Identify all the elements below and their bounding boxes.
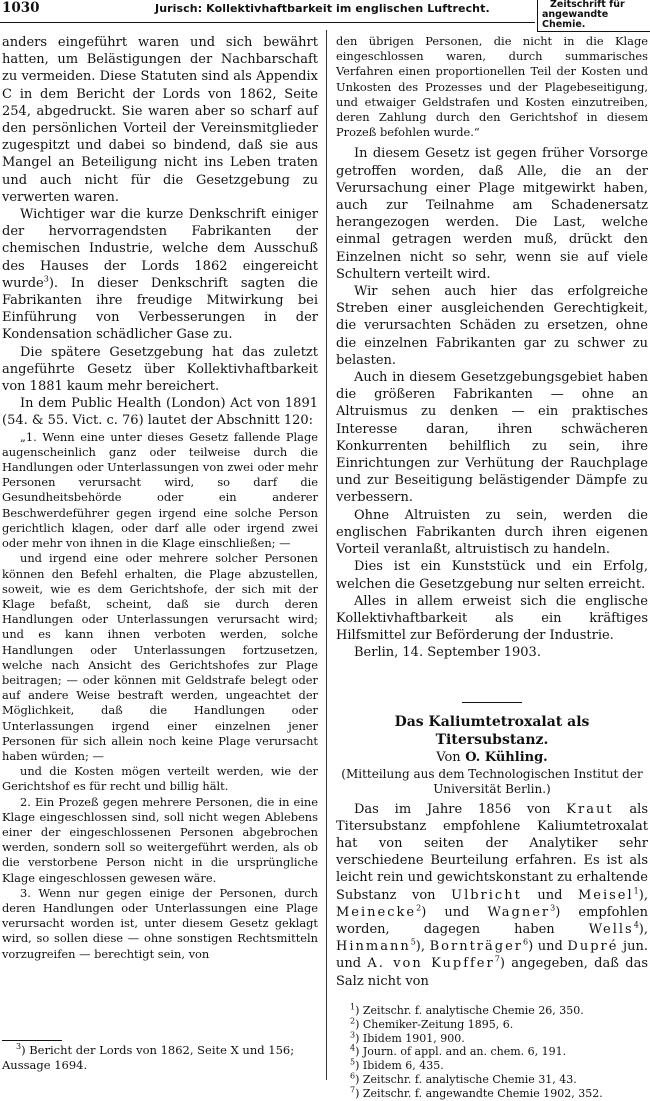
footnote-ref: 6	[523, 937, 529, 947]
footnote	[350, 1087, 648, 1101]
footnote-text: ) Ibidem 1901, 900.	[355, 1031, 465, 1045]
article-institute: (Mitteilung aus dem Technologischen Institut der Universität Berlin.)	[341, 766, 643, 796]
paragraph: anders eingeführt waren und sich bewährt hatten, um Belästigungen der Nachbarschaft zu vermeiden. Diese Statuten sind als Appendix C in dem Bericht der Lords von 1862, Seite 254, abgedruckt. Sie waren aber so scharf auf den persönlichen Vorteil der Vereinsmitglieder zugespitzt und dabei so bindend, daß sie aus Mangel an Beteiligung nicht ins Leben traten und auch nicht für die Gesetzgebung zu verwerten waren.	[2, 35, 318, 205]
journal-name-line2: angewandte Chemie.	[542, 9, 609, 30]
footnote-text: ) Zeitschr. f. angewandte Chemie 1902, 352.	[355, 1087, 603, 1101]
quote-paragraph: und irgend eine oder mehrere solcher Personen können den Befehl erhalten, die Plage abzustellen, soweit, wie es dem Gerichtshofe, der sich mit der Klage befaßt, scheint, daß sie durch deren Handlungen oder Unterlassungen verursacht wird; und es kann ihnen verboten werden, solche Handlungen oder Unterlassungen fortzusetzen, welche nach Ansicht des Gerichtshofes zur Plage beitragen; — oder können mit Geldstrafe belegt oder auf andere Weise bestraft werden, ungeachtet der Möglichkeit, daß die Handlungen oder Unterlassungen irgend einer einzelnen jener Personen für sich allein noch keine Plage verursacht haben würden; —	[2, 551, 318, 763]
footnote-text: ) Chemiker-Zeitung 1895, 6.	[355, 1017, 514, 1031]
footnotes-right	[336, 1004, 648, 1101]
author-citation: A. von Kupffer	[367, 956, 495, 972]
footnote	[350, 1004, 648, 1018]
body-text: Das im Jahre 1856 von	[354, 801, 551, 817]
footnote	[350, 1018, 648, 1032]
footnote-ref: 7	[494, 955, 500, 965]
article-title: Das Kaliumtetroxalat als Titersubstanz.	[394, 713, 590, 748]
paragraph	[2, 206, 318, 344]
footnote-ref: 3	[43, 274, 49, 284]
author-citation: Meisel	[577, 887, 634, 903]
footnote-number: 7	[350, 1085, 356, 1095]
body-text: jun. und	[336, 939, 648, 972]
footnote-number: 1	[350, 1002, 356, 1012]
footnote-rule	[2, 1040, 62, 1041]
footnote-number: 5	[350, 1057, 356, 1067]
body-text: als Titersubstanz empfohlene Kaliumtetroxalat hat von seiten der Analytiker sehr verschiedene Beurteilung erfahren. Es ist als leicht rein und gewichtskonstant zu erhaltende Substanz von	[336, 801, 648, 903]
paragraph: Auch in diesem Gesetzgebungsgebiet haben die größeren Fabrikanten — ohne an Altruismus zu denken — ein praktisches Interesse daran, ihren schwächeren Konkurrenten behilflich zu sein, ihre Einrichtungen zur Verhütung der Rauchplage und zur Beseitigung belästigender Dämpfe zu verbessern.	[336, 370, 648, 506]
footnote-left	[2, 1043, 318, 1073]
paragraph: In diesem Gesetz ist gegen früher Vorsorge getroffen worden, daß Alle, die an der Verursachung einer Plage mitgewirkt haben, auch zur Teilnahme am Schadenersatz herangezogen werden. Die Last, welche einmal getragen werden muß, drückt den Einzelnen nicht so sehr, wenn sie auf viele Schultern verteilt wird.	[336, 146, 648, 282]
left-column	[2, 34, 318, 962]
paragraph: Alles in allem erweist sich die englische Kollektivhaftbarkeit als ein kräftiges Hilfsmittel zur Beförderung der Industrie.	[336, 593, 648, 644]
footnote-ref: 5	[410, 937, 416, 947]
quote-paragraph: „1. Wenn eine unter dieses Gesetz fallende Plage augenscheinlich ganz oder teilweise durch die Handlungen oder Unterlassungen von zwei oder mehr Personen verursacht wird, so darf die Gesundheitsbehörde oder ein anderer Beschwerdeführer gegen irgend eine solche Person gerichtlich klagen, oder darf alle oder irgend zwei oder mehr von ihnen in die Klage einschließen; —	[2, 429, 318, 551]
column-divider	[326, 30, 327, 1080]
paragraph: Wir sehen auch hier das erfolgreiche Streben einer ausgleichenden Gerechtigkeit, die verursachten Schäden zu ersetzen, ohne die einzelnen Fabrikanten gar zu schwer zu belasten.	[336, 284, 648, 368]
author-citation: Kraut	[566, 801, 614, 817]
journal-name-box	[537, 0, 650, 32]
quote-continuation: den übrigen Personen, die nicht in die Klage eingeschlossen waren, durch summarisches Verfahren einen proportionellen Teil der Kosten und Unkosten des Prozesses und der Plagebeseitigung, und etwaiger Geldstrafen und Kosten einzutreiben, deren Zahlung durch den Gerichtshof in diesem Prozeß befohlen wurde.“	[336, 34, 648, 140]
footnote-number: 3	[16, 1042, 22, 1052]
author-citation: Ulbricht	[451, 887, 522, 903]
paragraph: Dies ist ein Kunststück und ein Erfolg, welchen die Gesetzgebung nur selten erreicht.	[336, 559, 648, 592]
article-body	[336, 801, 648, 990]
dateline: Berlin, 14. September 1903.	[354, 645, 541, 661]
quote-paragraph: 3. Wenn nur gegen einige der Personen, durch deren Handlungen oder Unterlassungen eine Plage verursacht worden ist, unter diesem Gesetz geklagt wird, so sollen diese — ohne sonstigen Rechtsmitteln vorzugreifen — berechtigt sein, von	[2, 885, 318, 961]
article-author	[336, 749, 648, 767]
right-column	[336, 34, 648, 1101]
footnote-text: ) Zeitschr. f. analytische Chemie 26, 350.	[355, 1003, 584, 1017]
footnote-ref: 4	[633, 920, 639, 930]
footnote-text: ) Ibidem 6, 435.	[355, 1059, 444, 1073]
page-header	[0, 0, 650, 30]
footnote	[350, 1045, 648, 1059]
quote-paragraph: 2. Ein Prozeß gegen mehrere Personen, die in eine Klage eingeschlossen sind, soll nicht wegen Ablebens einer der eingeschlossenen Personen abgebrochen werden, sondern soll so weitergeführt werden, als ob die verstorbene Person nicht in die ursprüngliche Klage eingeschlossen gewesen wäre.	[2, 794, 318, 885]
body-text: ),	[638, 887, 648, 903]
author-citation: Bornträger	[429, 939, 523, 955]
footnote-number: 3	[350, 1029, 356, 1039]
footnote-ref: 3	[550, 903, 556, 913]
paragraph: Ohne Altruisten zu sein, werden die englischen Fabrikanten durch ihren eigenen Vorteil veranlaßt, altruistisch zu handeln.	[336, 507, 648, 558]
footnote-number: 6	[350, 1071, 356, 1081]
author-citation: Wells	[588, 921, 634, 937]
header-rule	[0, 22, 535, 23]
paragraph: In dem Public Health (London) Act von 1891 (54. & 55. Vict. c. 76) lautet der Abschnitt 120:	[2, 396, 318, 429]
footnote-ref: 2	[416, 903, 422, 913]
section-separator	[462, 702, 522, 703]
author-prefix: Von	[436, 749, 461, 765]
author-citation: Meinecke	[336, 904, 417, 920]
footnote	[350, 1073, 648, 1087]
footnote	[350, 1029, 648, 1046]
author-citation: Dupré	[567, 939, 619, 955]
footnote-text: ) Zeitschr. f. analytische Chemie 31, 43.	[355, 1073, 577, 1087]
body-text: ),	[415, 939, 426, 955]
body-text: ) und	[421, 904, 470, 920]
journal-name-line1: Zeitschrift für	[550, 0, 625, 10]
footnote-text: ) Bericht der Lords von 1862, Seite X und 156; Aussage 1694.	[2, 1043, 295, 1072]
body-text: ) empfohlen worden, dagegen haben	[336, 904, 648, 937]
paragraph-text: Wichtiger war die kurze Denkschrift einiger der hervorragendsten Fabrikanten der chemischen Industrie, welche dem Ausschuß des Hauses der Lords 1862 eingereicht wurde	[2, 207, 318, 291]
running-title: Jurisch: Kollektivhaftbarkeit im englischen Luftrecht.	[155, 2, 490, 15]
body-text: ) und	[528, 939, 563, 955]
footnote-text: ) Journ. of appl. and an. chem. 6, 191.	[355, 1045, 567, 1059]
body-text: ) angegeben, daß das Salz nicht von	[336, 956, 648, 989]
footnote	[350, 1059, 648, 1073]
author-citation: Wagner	[487, 904, 551, 920]
page-number: 1030	[2, 0, 40, 16]
body-text: ),	[638, 921, 648, 937]
author-name: O. Kühling.	[465, 749, 548, 765]
paragraph-text: ). In dieser Denkschrift sagten die Fabrikanten ihre freudige Mitwirkung bei Einführung von Verbesserungen in der Kondensation schädlicher Gase zu.	[2, 275, 318, 343]
quote-paragraph: und die Kosten mögen verteilt werden, wie der Gerichtshof es für recht und billig hält.	[2, 764, 318, 794]
author-citation: Hinmann	[336, 939, 411, 955]
footnote-number: 2	[350, 1016, 356, 1025]
body-text: und	[537, 887, 563, 903]
paragraph: Die spätere Gesetzgebung hat das zuletzt angeführte Gesetz über Kollektivhaftbarkeit von 1881 kaum mehr bereichert.	[2, 344, 318, 395]
footnote-ref: 1	[633, 886, 639, 896]
footnote-number: 4	[350, 1043, 356, 1053]
